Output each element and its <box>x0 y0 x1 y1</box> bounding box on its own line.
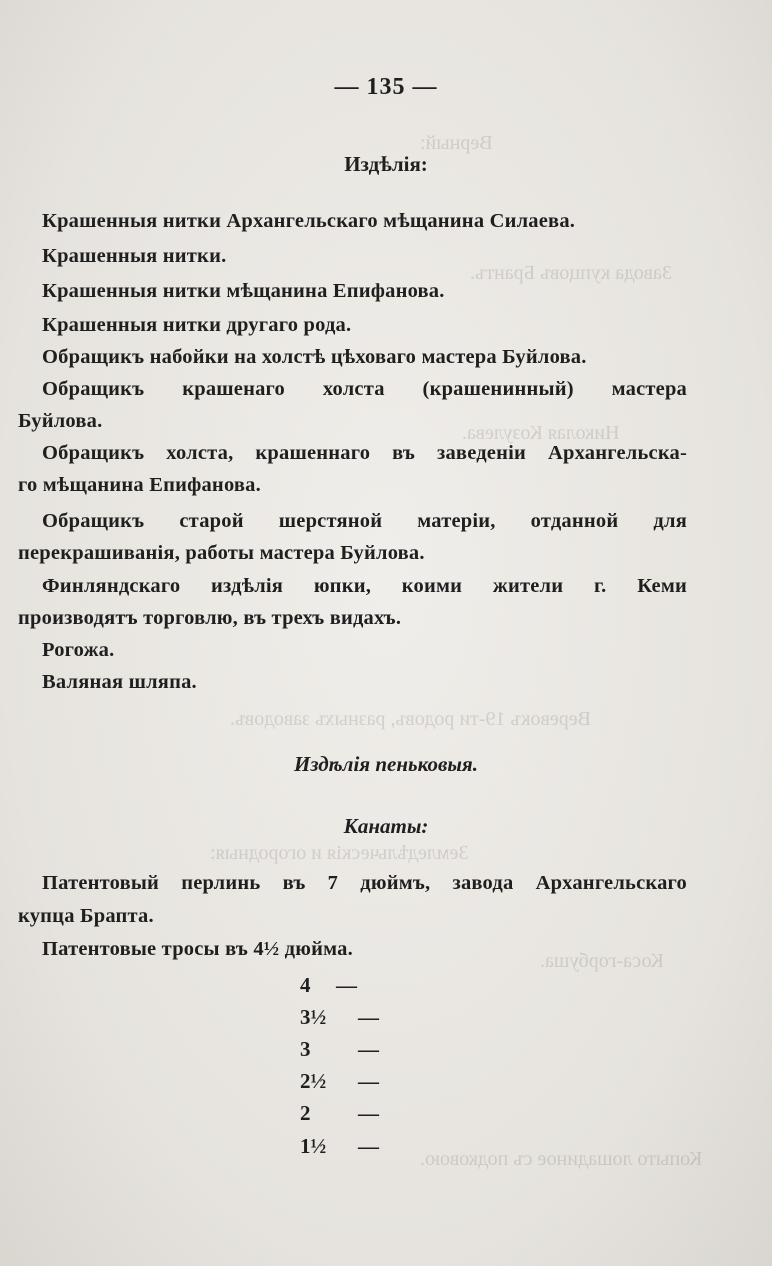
ditto-dash: — <box>358 1069 379 1093</box>
text-line: Рогожа. <box>42 639 115 661</box>
text-line: Патентовый перлинь въ 7 дюймъ, завода Архангельскаго <box>42 872 687 894</box>
section-heading: Издѣлія пеньковыя. <box>294 752 478 776</box>
section-heading: Издѣлія: <box>344 152 428 176</box>
text-line: Обращикъ крашенаго холста (крашенинный) мастера <box>42 378 687 400</box>
text-line: Финляндскаго издѣлія юпки, коими жители г. Кеми <box>42 575 687 597</box>
text-line: Крашенныя нитки мѣщанина Епифанова. <box>42 280 445 302</box>
rope-size: 3½ <box>300 1005 327 1029</box>
bleed-through-text: Завода купцовъ Брантъ. <box>470 262 672 284</box>
bleed-through-text: Николая Козулева. <box>462 422 620 444</box>
ditto-dash: — <box>358 1037 379 1061</box>
text-line: Буйлова. <box>18 410 103 432</box>
text-line: Крашенныя нитки другаго рода. <box>42 314 352 336</box>
bleed-through-text: Копыто лошадиное съ подковою. <box>420 1148 703 1170</box>
rope-size: 3 <box>300 1037 311 1061</box>
ditto-dash: — <box>336 973 357 997</box>
text-line: Крашенныя нитки Архангельскаго мѣщанина Силаева. <box>42 210 576 232</box>
text-line: купца Брапта. <box>18 905 154 927</box>
text-line: производятъ торговлю, въ трехъ видахъ. <box>18 607 402 629</box>
text-line: Валяная шляпа. <box>42 671 197 693</box>
ditto-dash: — <box>358 1005 379 1029</box>
ditto-dash: — <box>358 1101 379 1125</box>
text-line: Обращикъ холста, крашеннаго въ заведеніи Архангельска- <box>42 442 687 464</box>
rope-size: 1½ <box>300 1134 327 1158</box>
text-line: го мѣщанина Епифанова. <box>18 474 261 496</box>
rope-size: 2 <box>300 1101 311 1125</box>
bleed-through-text: Верный: <box>420 132 493 154</box>
page-number: — 135 — <box>334 74 438 100</box>
bleed-through-text: Земледѣльческія и огородныя: <box>210 842 469 864</box>
text-line: перекрашиванія, работы мастера Буйлова. <box>18 542 425 564</box>
text-line: Патентовые тросы въ 4½ дюйма. <box>42 938 353 960</box>
text-line: Обращикъ старой шерстяной матеріи, отданной для <box>42 510 687 532</box>
text-line: Крашенныя нитки. <box>42 245 227 267</box>
rope-size: 4 <box>300 973 311 997</box>
ditto-dash: — <box>358 1134 379 1158</box>
bleed-through-text: Веревокъ 19-ти родовъ, разныхъ заводовъ. <box>230 708 591 730</box>
rope-size: 2½ <box>300 1069 327 1093</box>
bleed-through-text: Коса-горбуша. <box>540 950 664 972</box>
subsection-heading: Канаты: <box>343 814 429 838</box>
text-line: Обращикъ набойки на холстѣ цѣховаго мастера Буйлова. <box>42 346 587 368</box>
